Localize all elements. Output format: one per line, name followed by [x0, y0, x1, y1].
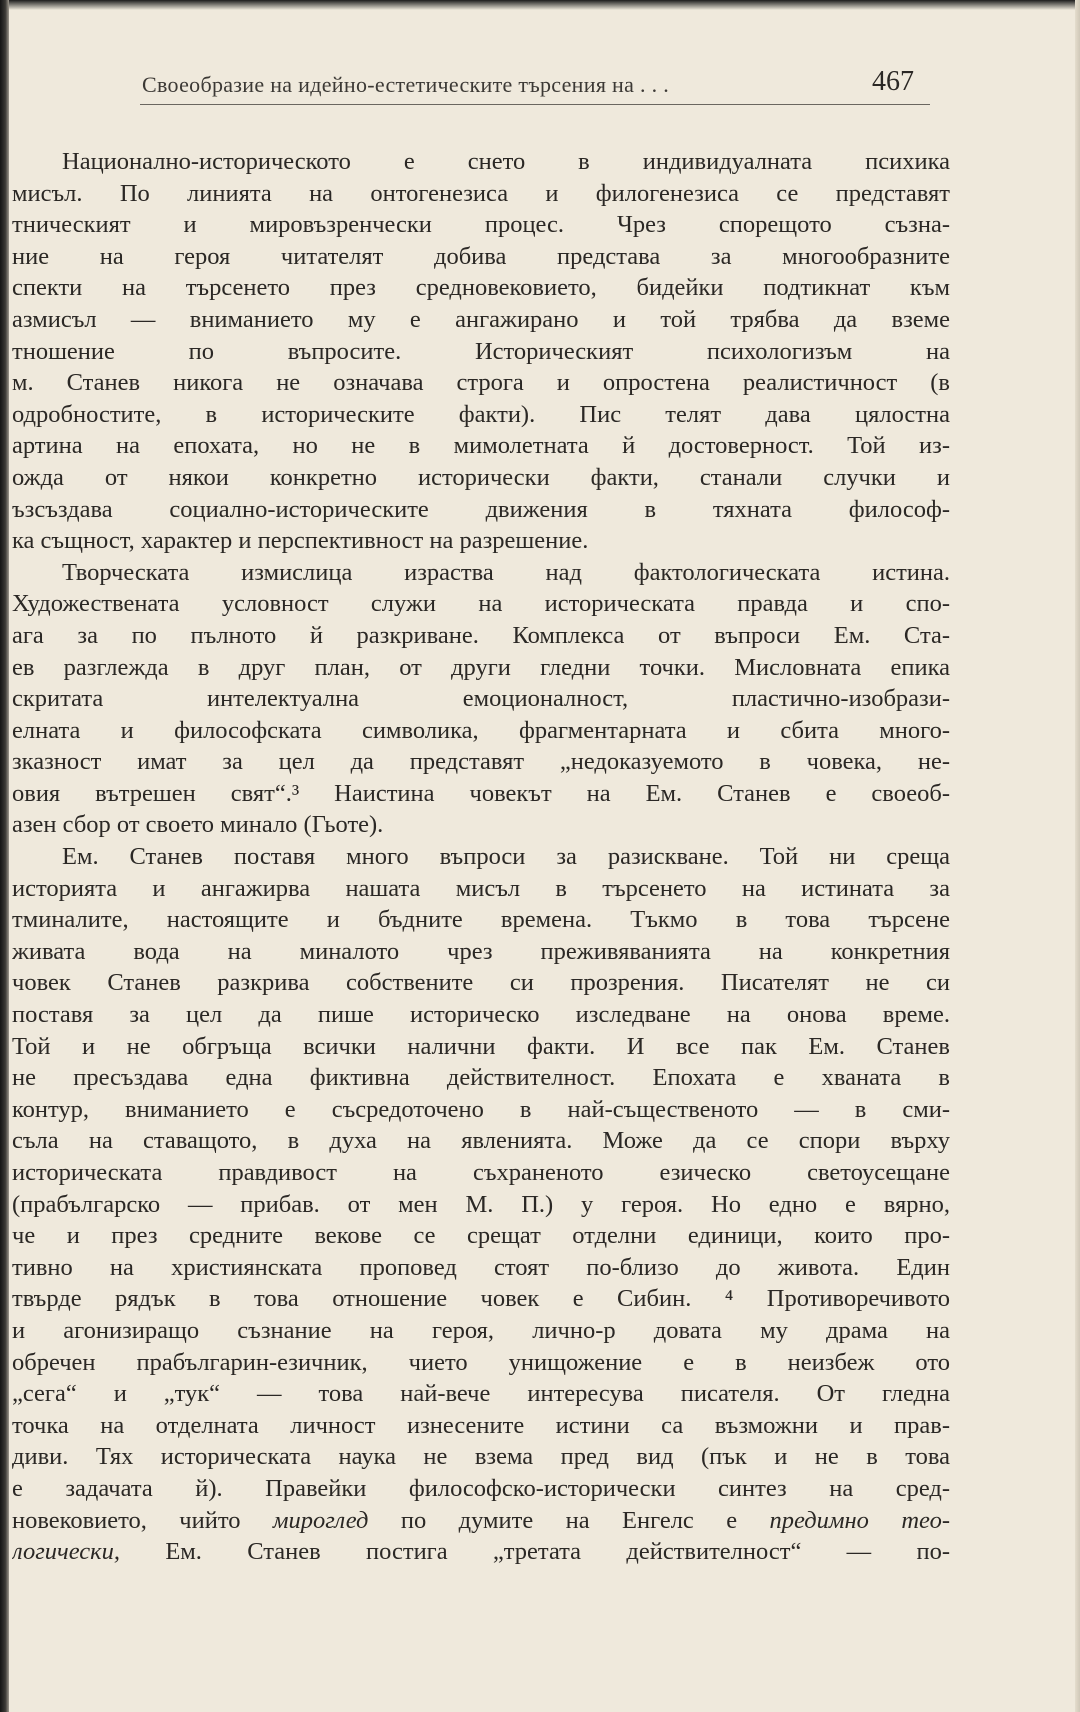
text-line: м. Станев никога не означава строга и опростена реалистичност (в — [12, 369, 950, 397]
text-line: човек Станев разкрива собствените си прозрения. Писателят не си — [12, 969, 950, 997]
italic-term: предимно тео- — [769, 1506, 950, 1534]
text-line: точка на отделната личност изнесените истини са възможни и прав- — [12, 1411, 950, 1439]
text-line: тническият и мировъзренчески процес. Чрез спорещото съзна- — [12, 211, 950, 239]
italic-term: логически, — [12, 1538, 120, 1566]
text-segment: по думите на Енгелс е — [368, 1506, 770, 1534]
text-line: ожда от някои конкретно исторически факти, станали случки и — [12, 463, 950, 491]
page-number: 467 — [872, 66, 914, 97]
text-line: одробностите, в историческите факти). Пис телят дава цялостна — [12, 400, 950, 428]
text-line: елната и философската символика, фрагментарната и сбита много- — [12, 716, 950, 744]
text-line: овия вътрешен свят“.³ Наистина човекът на Ем. Станев е своеоб- — [12, 779, 950, 807]
text-line: обречен прабългарин-езичник, чието унищожение е в неизбеж ото — [12, 1348, 950, 1376]
page-edge — [1075, 0, 1080, 1712]
text-line: ъзсъздава социално-историческите движения в тяхната философ- — [12, 495, 950, 523]
text-line: Национално-историческото е снето в индивидуалната психика — [62, 148, 950, 175]
text-line: историческата правдивост на съхраненото езическо светоусещане — [12, 1159, 950, 1186]
text-line: азмисъл — вниманието му е ангажирано и той трябва да вземе — [12, 305, 950, 333]
italic-term: мироглед — [272, 1506, 369, 1534]
text-line: Ем. Станев поставя много въпроси за разискване. Той ни среща — [62, 843, 950, 871]
text-line: и агонизиращо съзнание на героя, лично-р довата му драма на — [12, 1316, 950, 1344]
text-line: Творческата измислица израства над фактологическата истина. — [62, 558, 950, 586]
text-segment: Ем. Станев постига „третата действителност“ — по- — [120, 1538, 950, 1566]
text-line: тивно на християнската проповед стоят по-близо до живота. Един — [12, 1253, 950, 1281]
text-line: ка същност, характер и перспективност на разрешение. — [12, 527, 589, 555]
text-segment: новековието, чийто — [12, 1506, 273, 1534]
text-line: артина на епохата, но не в мимолетната й достоверност. Той из- — [12, 432, 950, 460]
text-line: диви. Тях историческата наука не взема пред вид (пък и не в това — [12, 1443, 950, 1471]
text-line: (прабългарско — прибав. от мен М. П.) у героя. Но едно е вярно, — [12, 1190, 950, 1218]
text-line: контур, вниманието е съсредоточено в най-същественото — в сми- — [12, 1095, 950, 1123]
top-shadow — [0, 0, 1080, 10]
text-line: ние на героя читателят добива представа за многообразните — [12, 242, 950, 270]
running-header — [140, 66, 930, 105]
text-line: твърде рядък в това отношение човек е Сибин. ⁴ Противоречивото — [12, 1285, 950, 1313]
text-line: ев разглежда в друг план, от други гледни точки. Мисловната епика — [12, 653, 950, 681]
text-line: живата вода на миналото чрез преживяванията на конкретния — [12, 937, 950, 965]
text-line: мисъл. По линията на онтогенезиса и филогенезиса се представят — [12, 179, 950, 207]
text-line: зказност имат за цел да представят „недоказуемото в човека, не- — [12, 748, 950, 776]
text-line-with-italics — [12, 1505, 950, 1537]
text-line: тминалите, настоящите и бъдните времена. Тъкмо в това търсене — [12, 906, 950, 934]
running-title: Своеобразие на идейно-естетическите търсения на . . . — [142, 72, 669, 97]
body-text — [12, 146, 950, 1568]
text-line: не пресъздава една фиктивна действителност. Епохата е хваната в — [12, 1064, 950, 1092]
text-line: е задачата й). Правейки философско-исторически синтез на сред- — [12, 1474, 950, 1502]
text-line: че и през средните векове се срещат отделни единици, които про- — [12, 1222, 950, 1250]
text-line: „сега“ и „тук“ — това най-вече интересува писателя. От гледна — [12, 1380, 950, 1408]
text-line: Той и не обгръща всички налични факти. И все пак Ем. Станев — [12, 1032, 950, 1060]
text-line: ага за по пълното й разкриване. Комплекса от въпроси Ем. Ста- — [12, 621, 950, 649]
text-line-with-italics — [12, 1536, 950, 1568]
text-line: тношение по въпросите. Историческият психологизъм на — [12, 337, 950, 365]
text-line: азен сбор от своето минало (Гьоте). — [12, 811, 384, 839]
text-line: скритата интелектуална емоционалност, пластично-изобрази- — [12, 685, 950, 713]
text-line: историята и ангажирва нашата мисъл в търсенето на истината за — [12, 874, 950, 902]
book-spine-shadow — [0, 0, 9, 1712]
text-line: съла на ставащото, в духа на явленията. Може да се спори върху — [12, 1127, 950, 1155]
text-line: Художествената условност служи на историческата правда и спо- — [12, 590, 950, 618]
text-line: поставя за цел да пише историческо изследване на онова време. — [12, 1001, 950, 1029]
text-line: спекти на търсенето през средновековието, бидейки подтикнат към — [12, 274, 950, 302]
